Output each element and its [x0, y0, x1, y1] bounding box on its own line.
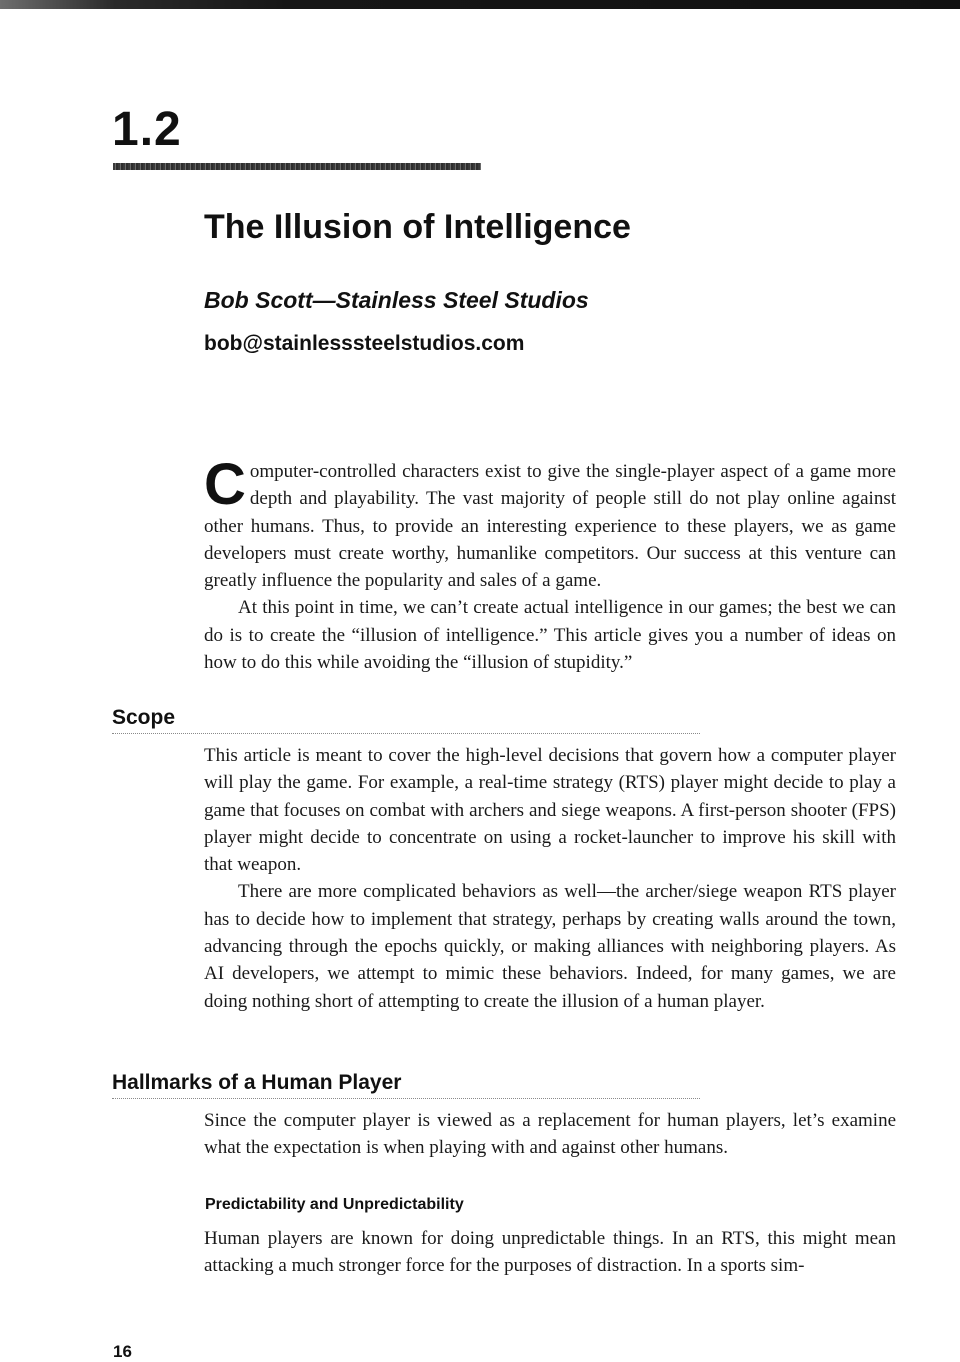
section-heading-scope: Scope: [112, 706, 176, 729]
intro-paragraph-1: [204, 452, 896, 594]
article-title: The Illusion of Intelligence: [204, 208, 631, 246]
hallmarks-intro: [204, 1107, 896, 1162]
scope-paragraph-2: There are more complicated behaviors as well—the archer/siege weapon RTS player has to decide how to implement that strategy, perhaps by creating walls around the town, advancing through the epochs quickly, or making alliances with neighboring players. As AI developers, we attempt to mimic these behaviors. Indeed, for many games, we are doing nothing short of attempting to create the illusion of a human player.: [204, 881, 896, 1012]
page-number: 16: [113, 1342, 132, 1361]
intro-paragraph-1-text: omputer-controlled characters exist to give the single-player aspect of a game more depth and playability. The vast majority of people still do not play online against other humans. Thus, to provide an interesting experience to these players, we as game developers must create worthy, humanlike competitors. Our success at this venture can greatly influence the popularity and sales of a game.: [204, 461, 896, 592]
drop-cap: C: [204, 452, 246, 517]
page-top-scan-bar: [0, 0, 960, 9]
section-rule-scope: [112, 733, 700, 734]
author-email: bob@stainlesssteelstudios.com: [204, 332, 525, 355]
article-author: Bob Scott—Stainless Steel Studios: [204, 287, 589, 313]
hallmarks-paragraph-2: Human players are known for doing unpredictable things. In an RTS, this might mean attacking a much stronger force for the purposes of distraction. In a sports sim-: [204, 1228, 896, 1277]
subheading-predictability: Predictability and Unpredictability: [205, 1196, 464, 1213]
hallmarks-paragraph-1: Since the computer player is viewed as a replacement for human players, let’s examine what the expectation is when playing with and against other humans.: [204, 1110, 896, 1159]
chapter-number: 1.2: [112, 103, 182, 156]
section-heading-hallmarks: Hallmarks of a Human Player: [112, 1071, 402, 1094]
scope-paragraph-1: This article is meant to cover the high-level decisions that govern how a computer player will play the game. For example, a real-time strategy (RTS) player might decide to play a game that focuses on combat with archers and siege weapons. A first-person shooter (FPS) player might decide to concentrate on using a rocket-launcher to improve his skill with that weapon.: [204, 745, 896, 876]
section-rule-hallmarks: [112, 1098, 700, 1099]
hallmarks-body: [204, 1225, 896, 1280]
intro-section: [204, 452, 896, 676]
intro-paragraph-2: At this point in time, we can’t create actual intelligence in our games; the best we can do is to create the “illusion of intelligence.” This article gives you a number of ideas on how to do this while avoiding the “illusion of stupidity.”: [204, 597, 896, 674]
chapter-rule: [113, 163, 481, 170]
scope-section: [204, 742, 896, 1015]
